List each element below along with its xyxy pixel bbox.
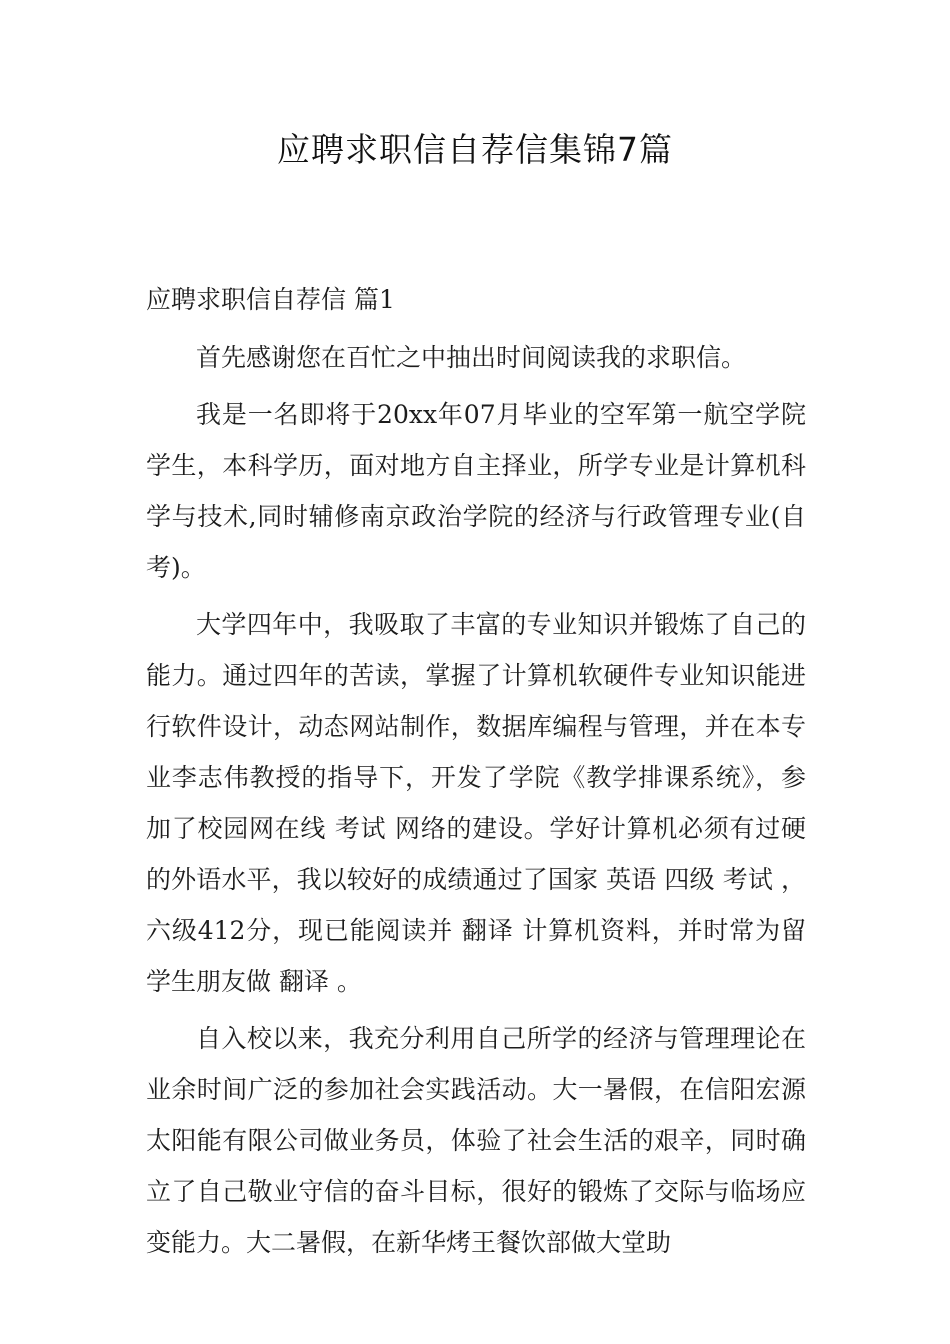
body-paragraphs xyxy=(146,332,806,1274)
document-title: 应聘求职信自荐信集锦7篇 xyxy=(277,130,673,169)
paragraph-practice: 自入校以来，我充分利用自己所学的经济与管理理论在业余时间广泛的参加社会实践活动。大一暑假，在信阳宏源太阳能有限公司做业务员，体验了社会生活的艰辛，同时确立了自己敬业守信的奋斗目标，很好的锻炼了交际与临场应变能力。大二暑假，在新华烤王餐饮部做大堂助 xyxy=(146,1024,806,1257)
paragraph-skills: 大学四年中，我吸取了丰富的专业知识并锻炼了自己的能力。通过四年的苦读，掌握了计算机软硬件专业知识能进行软件设计，动态网站制作，数据库编程与管理，并在本专业李志伟教授的指导下，开发了学院《教学排课系统》，参加了校园网在线 考试 网络的建设。学好计算机必须有过硬的外语水平，我以较好的成绩通过了国家 英语 四级 考试 ，六级412分，现已能阅读并 翻译 计算机资料，并时常为留学生朋友做 翻译 。 xyxy=(146,610,806,996)
paragraph-background: 我是一名即将于20xx年07月毕业的空军第一航空学院学生，本科学历，面对地方自主择业，所学专业是计算机科学与技术,同时辅修南京政治学院的经济与行政管理专业(自考)。 xyxy=(146,400,806,582)
paragraph-intro: 首先感谢您在百忙之中抽出时间阅读我的求职信。 xyxy=(196,343,747,372)
section-heading: 应聘求职信自荐信 篇1 xyxy=(146,285,395,314)
